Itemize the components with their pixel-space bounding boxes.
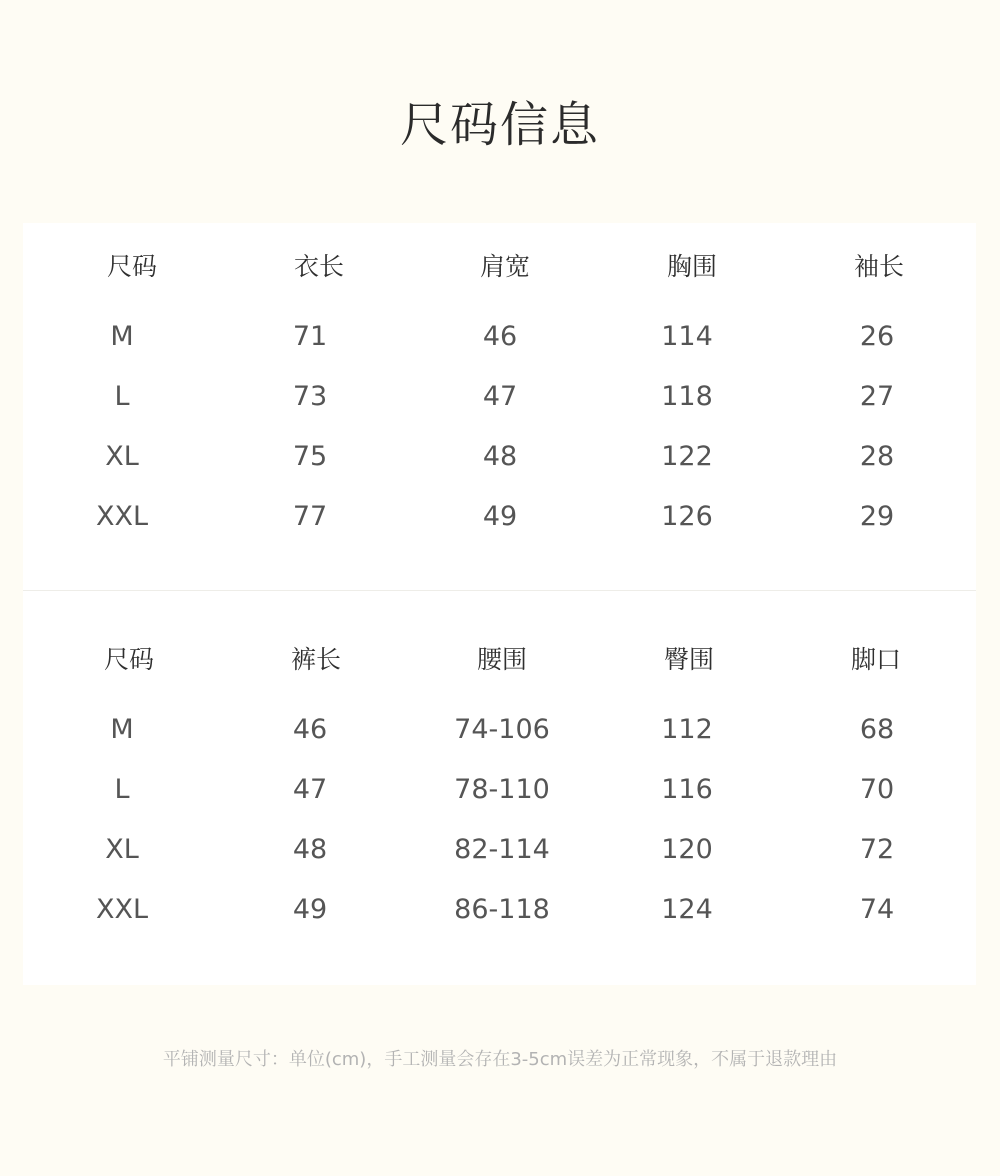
table-cell: XL — [105, 834, 139, 865]
table-cell: M — [110, 321, 134, 352]
table-cell: 48 — [482, 441, 518, 472]
table-cell: XXL — [95, 501, 149, 532]
top-size-table — [0, 243, 1000, 547]
table-cell: 114 — [661, 321, 713, 352]
page-title: 尺码信息 — [399, 97, 600, 153]
header-cell: 臀围 — [663, 645, 714, 674]
table-row — [0, 487, 1000, 547]
table-row — [0, 307, 1000, 367]
table-cell: L — [114, 381, 130, 412]
header-cell: 胸围 — [666, 252, 717, 281]
table-cell: 78-110 — [454, 774, 550, 805]
table-cell: 74-106 — [454, 714, 550, 745]
header-cell: 肩宽 — [479, 252, 530, 281]
table-cell: 124 — [661, 894, 713, 925]
table-cell: L — [114, 774, 130, 805]
table-cell: 118 — [661, 381, 713, 412]
table-cell: 46 — [482, 321, 518, 352]
bottom-size-table — [0, 636, 1000, 940]
table-cell: 47 — [482, 381, 518, 412]
table-row — [0, 760, 1000, 820]
table-row — [0, 820, 1000, 880]
table-cell: XXL — [95, 894, 149, 925]
table-cell: 68 — [859, 714, 895, 745]
table-cell: 74 — [859, 894, 895, 925]
table-row — [0, 880, 1000, 940]
table-cell: 48 — [292, 834, 328, 865]
table-cell: 71 — [292, 321, 328, 352]
table-cell: M — [110, 714, 134, 745]
table-cell: 72 — [859, 834, 895, 865]
table-cell: 28 — [859, 441, 895, 472]
table-cell: 120 — [661, 834, 713, 865]
table-header-row — [0, 636, 1000, 700]
table-cell: 49 — [482, 501, 518, 532]
table-cell: 73 — [292, 381, 328, 412]
table-row — [0, 700, 1000, 760]
table-header-row — [0, 243, 1000, 307]
table-cell: 77 — [292, 501, 328, 532]
table-cell: 82-114 — [454, 834, 550, 865]
header-cell: 尺码 — [103, 645, 154, 674]
table-cell: 122 — [661, 441, 713, 472]
table-cell: 112 — [661, 714, 713, 745]
table-cell: 49 — [292, 894, 328, 925]
table-cell: 70 — [859, 774, 895, 805]
table-cell: 75 — [292, 441, 328, 472]
table-cell: 47 — [292, 774, 328, 805]
table-cell: 27 — [859, 381, 895, 412]
table-cell: 29 — [859, 501, 895, 532]
table-row — [0, 367, 1000, 427]
header-cell: 腰围 — [476, 645, 527, 674]
table-divider — [23, 590, 976, 591]
table-cell: 86-118 — [454, 894, 550, 925]
measurement-note: 平铺测量尺寸：单位(cm)，手工测量会存在3-5cm误差为正常现象，不属于退款理由 — [162, 1049, 838, 1070]
header-cell: 袖长 — [853, 252, 904, 281]
table-cell: XL — [105, 441, 139, 472]
table-cell: 126 — [661, 501, 713, 532]
table-cell: 26 — [859, 321, 895, 352]
table-row — [0, 427, 1000, 487]
header-cell: 衣长 — [293, 252, 344, 281]
table-cell: 116 — [661, 774, 713, 805]
table-cell: 46 — [292, 714, 328, 745]
header-cell: 裤长 — [290, 645, 341, 674]
header-cell: 脚口 — [850, 645, 901, 674]
header-cell: 尺码 — [106, 252, 157, 281]
